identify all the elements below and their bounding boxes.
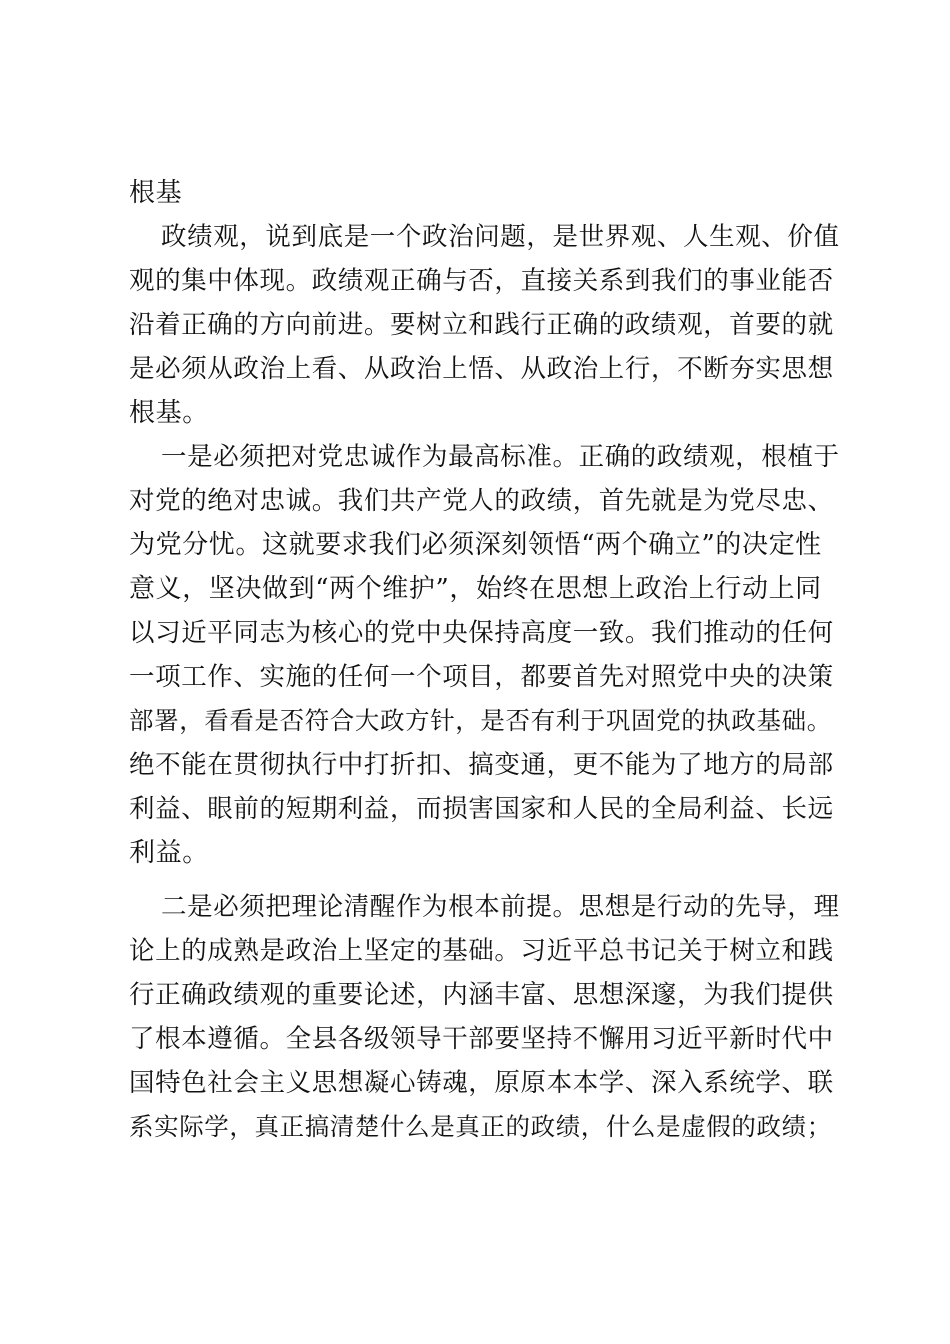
text-line: 以习近平同志为核心的党中央保持高度一致。我们推动的任何	[129, 618, 834, 648]
text-line: 国特色社会主义思想凝心铸魂，原原本本学、深入系统学、联	[129, 1068, 834, 1098]
text-line: 一项工作、实施的任何一个项目，都要首先对照党中央的决策	[129, 662, 834, 692]
text-line: 论上的成熟是政治上坚定的基础。习近平总书记关于树立和践	[129, 936, 834, 966]
text-line: 利益。	[129, 838, 209, 868]
text-line: 观的集中体现。政绩观正确与否，直接关系到我们的事业能否	[129, 266, 834, 296]
text-line: 沿着正确的方向前进。要树立和践行正确的政绩观，首要的就	[129, 310, 834, 340]
text-line: 对党的绝对忠诚。我们共产党人的政绩，首先就是为党尽忠、	[129, 486, 834, 516]
paragraph-first-line: 政绩观，说到底是一个政治问题，是世界观、人生观、价值	[161, 222, 840, 252]
text-line: 是必须从政治上看、从政治上悟、从政治上行，不断夯实思想	[129, 354, 834, 384]
text-line: 根基。	[129, 398, 209, 428]
text-line: 系实际学，真正搞清楚什么是真正的政绩，什么是虚假的政绩；	[129, 1112, 832, 1141]
text-line: 绝不能在贯彻执行中打折扣、搞变通，更不能为了地方的局部	[129, 750, 834, 780]
text-line: 部署，看看是否符合大政方针，是否有利于巩固党的执政基础。	[129, 706, 832, 735]
text-line: 意义，坚决做到“两个维护”，始终在思想上政治上行动上同	[129, 574, 822, 604]
paragraph-first-line: 二是必须把理论清醒作为根本前提。思想是行动的先导，理	[161, 892, 840, 922]
text-line: 了根本遵循。全县各级领导干部要坚持不懈用习近平新时代中	[129, 1024, 834, 1054]
text-line: 行正确政绩观的重要论述，内涵丰富、思想深邃，为我们提供	[129, 980, 834, 1010]
text-line: 根基	[129, 178, 183, 208]
text-line: 为党分忧。这就要求我们必须深刻领悟“两个确立”的决定性	[129, 530, 822, 560]
paragraph-first-line: 一是必须把对党忠诚作为最高标准。正确的政绩观，根植于	[161, 442, 840, 472]
text-line: 利益、眼前的短期利益，而损害国家和人民的全局利益、长远	[129, 794, 834, 824]
